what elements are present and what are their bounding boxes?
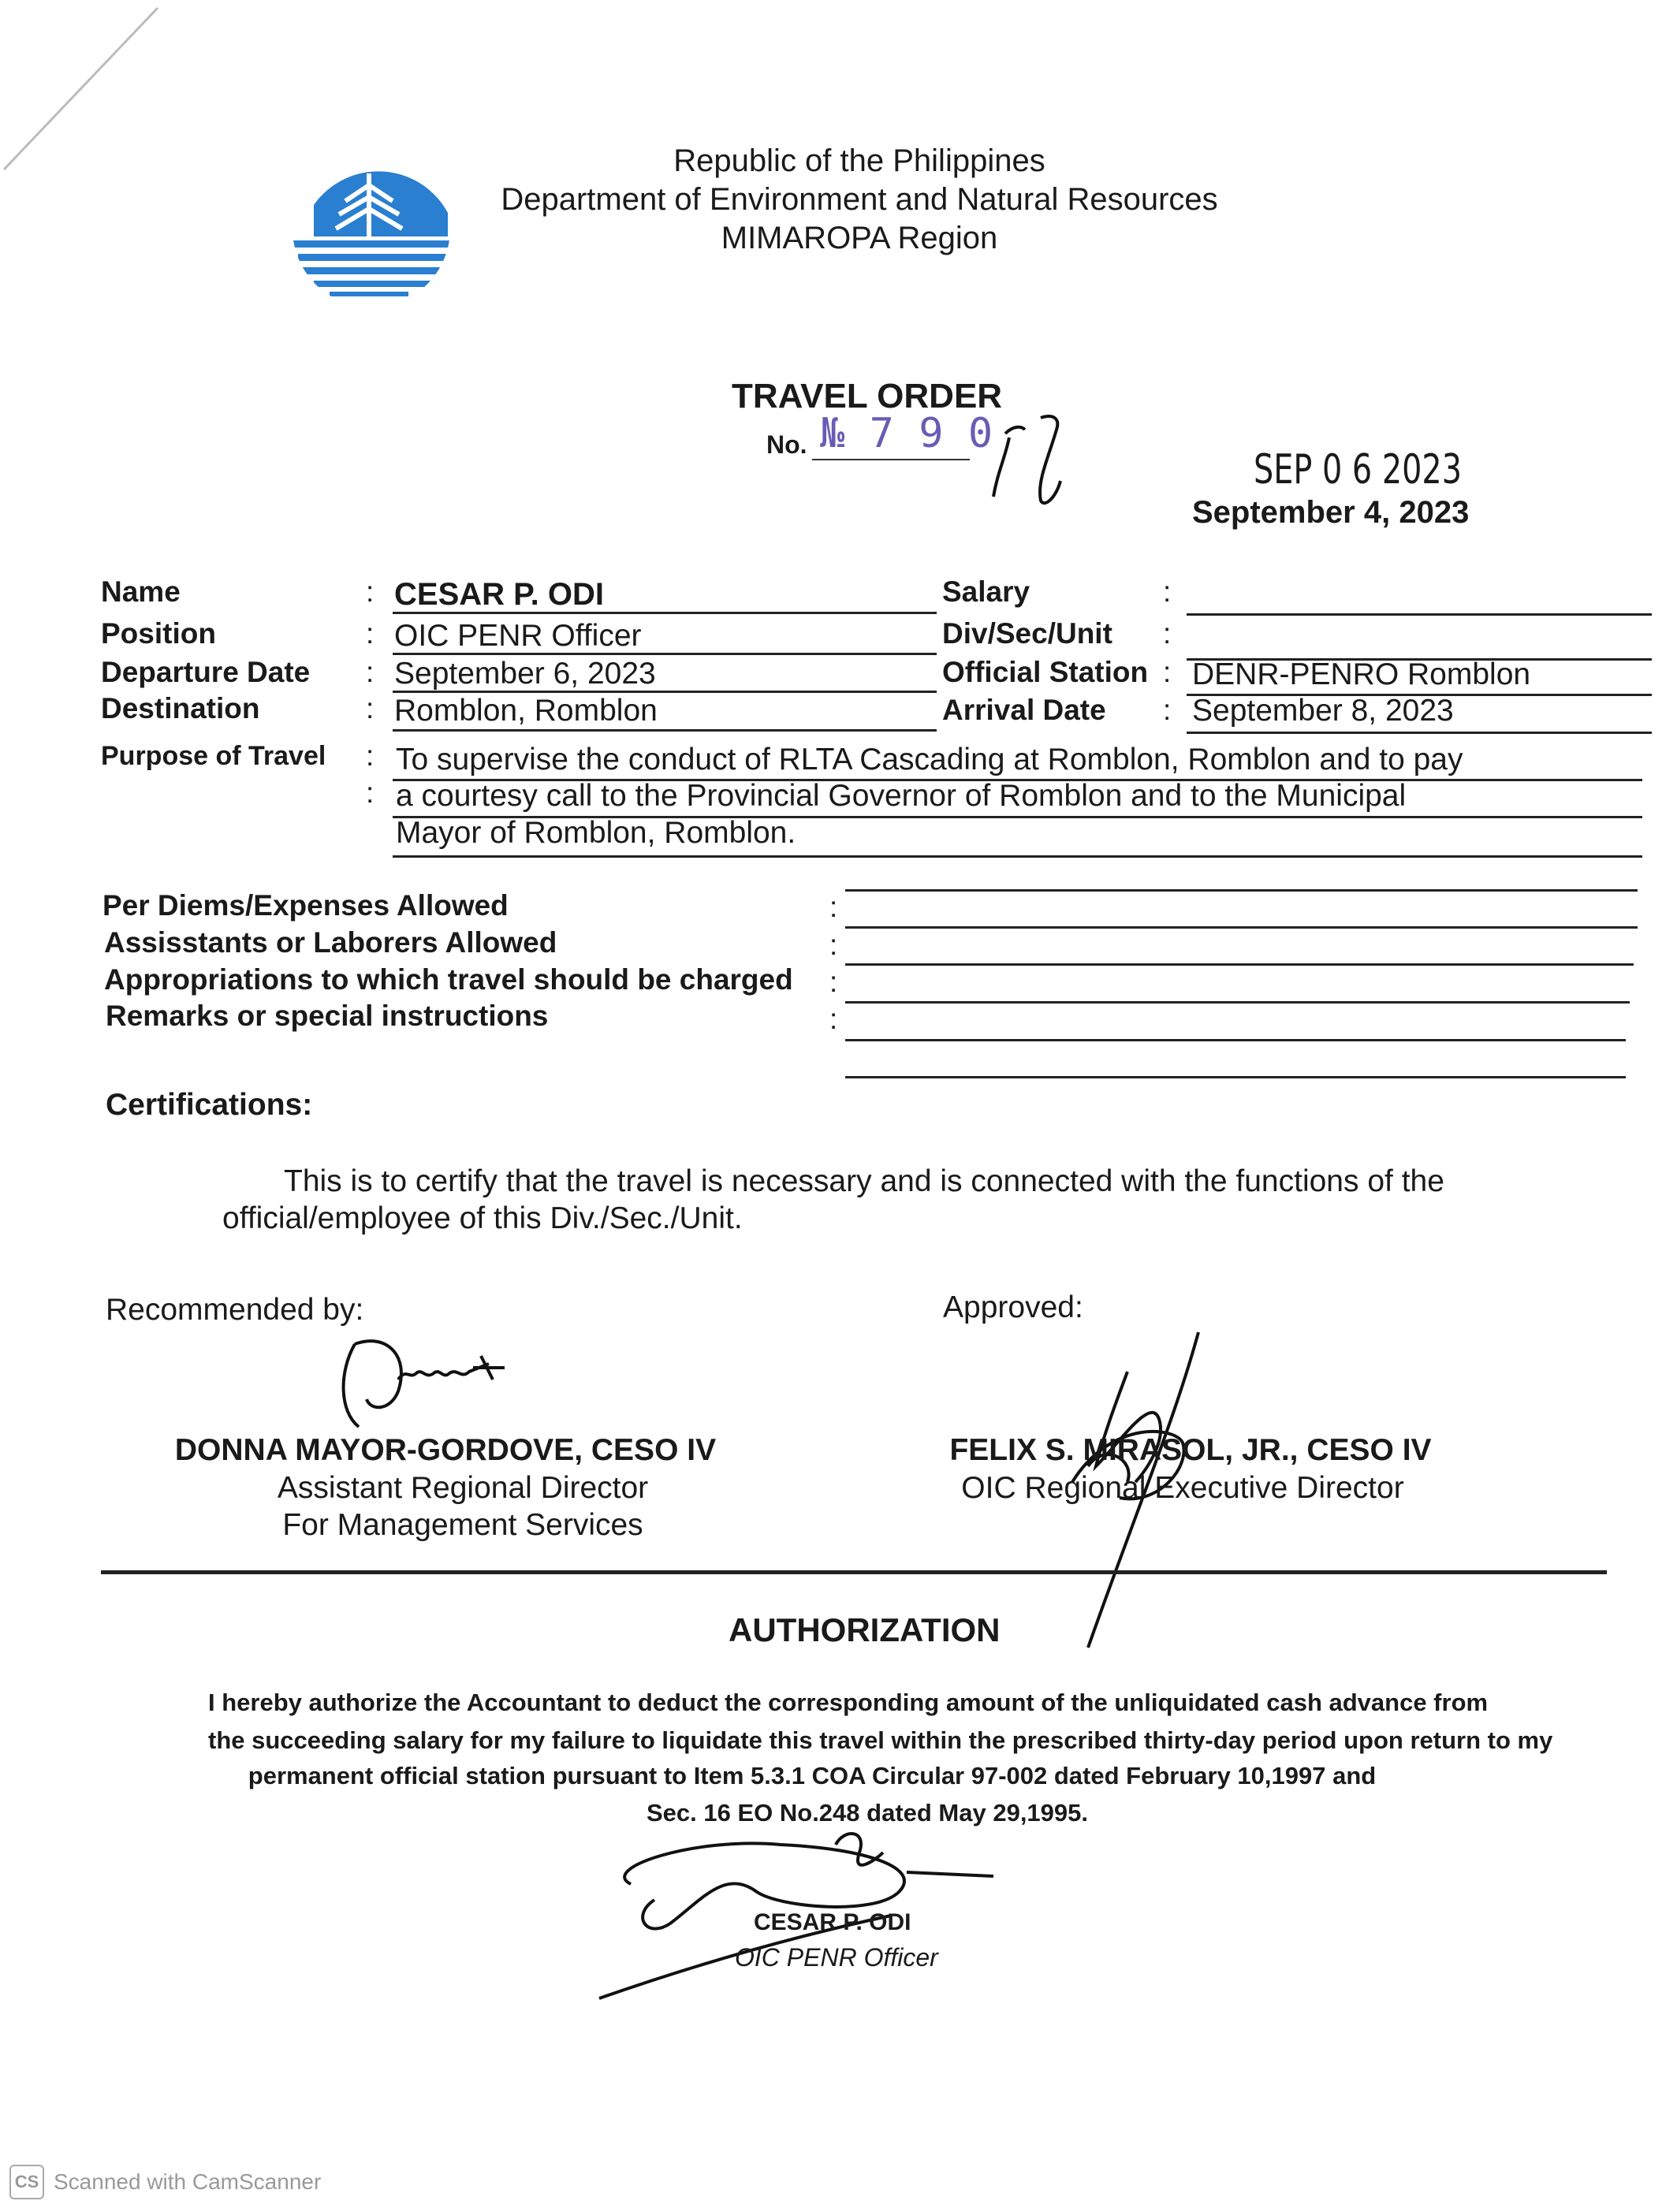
name-underline — [393, 612, 937, 614]
assistants-label: Assisstants or Laborers Allowed — [104, 926, 557, 959]
order-date: September 4, 2023 — [1192, 495, 1470, 530]
initial-signature — [982, 410, 1076, 512]
camscanner-watermark: Scanned with CamScanner — [54, 2169, 322, 2194]
received-date-stamp: SEP 0 6 2023 — [1254, 446, 1462, 493]
authorization-heading: AUTHORIZATION — [729, 1611, 1001, 1648]
purpose-line-2: a courtesy call to the Provincial Governor of Romblon and to the Municipal — [396, 779, 1407, 813]
colon: : — [366, 692, 375, 724]
appropriations-label: Appropriations to which travel should be charged — [104, 963, 793, 996]
traveler-title: OIC PENR Officer — [735, 1943, 938, 1972]
allowance-line-6 — [845, 1076, 1626, 1078]
colon: : — [1163, 656, 1172, 688]
colon: : — [829, 1003, 838, 1035]
purpose-underline-3 — [393, 855, 1642, 858]
order-no-stamp: № 7 9 0 — [820, 410, 993, 457]
authorization-line-4: Sec. 16 EO No.248 dated May 29,1995. — [646, 1799, 1089, 1827]
purpose-line-1: To supervise the conduct of RLTA Cascading at Romblon, Romblon and to pay — [396, 743, 1463, 776]
arrival-label: Arrival Date — [942, 694, 1106, 726]
name-value: CESAR P. ODI — [394, 577, 604, 612]
certification-line-2: official/employee of this Div./Sec./Unit. — [222, 1201, 743, 1235]
arrival-value: September 8, 2023 — [1192, 694, 1454, 728]
position-label: Position — [101, 617, 216, 650]
purpose-line-3: Mayor of Romblon, Romblon. — [396, 816, 796, 850]
travel-order-title: TRAVEL ORDER — [732, 377, 1003, 415]
allowance-line-3 — [845, 963, 1634, 966]
approver-name: FELIX S. MIRASOL, JR., CESO IV — [949, 1433, 1432, 1467]
position-underline — [393, 653, 937, 655]
allowance-line-5 — [845, 1039, 1626, 1041]
per-diems-label: Per Diems/Expenses Allowed — [102, 889, 509, 922]
departure-underline — [393, 691, 937, 693]
name-label: Name — [101, 575, 181, 608]
recommender-title-2: For Management Services — [282, 1508, 643, 1542]
allowance-line-4 — [845, 1001, 1630, 1004]
section-divider — [101, 1570, 1607, 1574]
denr-logo-icon — [290, 158, 453, 300]
recommended-label: Recommended by: — [106, 1293, 364, 1327]
salary-underline — [1187, 613, 1652, 616]
order-no-label: No. — [766, 430, 807, 459]
header-republic: Republic of the Philippines — [673, 143, 1045, 178]
order-no-underline — [812, 459, 970, 460]
station-value: DENR-PENRO Romblon — [1192, 657, 1531, 691]
certification-line-1: This is to certify that the travel is necessary and is connected with the functions of the — [284, 1164, 1444, 1198]
recommender-name: DONNA MAYOR-GORDOVE, CESO IV — [174, 1433, 717, 1467]
remarks-label: Remarks or special instructions — [106, 1000, 549, 1032]
colon: : — [1163, 617, 1172, 650]
position-value: OIC PENR Officer — [394, 619, 642, 653]
authorization-line-1: I hereby authorize the Accountant to deduct the corresponding amount of the unliquidated cash advance from — [208, 1689, 1489, 1716]
destination-underline — [393, 729, 937, 732]
authorization-line-3: permanent official station pursuant to Item 5.3.1 COA Circular 97-002 dated February 10,1997 and — [248, 1762, 1377, 1789]
destination-value: Romblon, Romblon — [394, 694, 658, 728]
colon: : — [829, 966, 838, 998]
divsec-label: Div/Sec/Unit — [942, 617, 1112, 650]
colon: : — [366, 575, 375, 608]
departure-label: Departure Date — [101, 656, 311, 688]
colon: : — [366, 776, 375, 809]
traveler-name: CESAR P. ODI — [754, 1909, 911, 1935]
destination-label: Destination — [101, 692, 260, 724]
recommender-title-1: Assistant Regional Director — [277, 1471, 649, 1505]
header-department: Department of Environment and Natural Resources — [501, 182, 1218, 217]
station-label: Official Station — [942, 656, 1149, 688]
colon: : — [366, 656, 375, 688]
salary-label: Salary — [942, 575, 1030, 608]
authorization-line-2: the succeeding salary for my failure to liquidate this travel within the prescribed thirty-day period upon return to my — [208, 1726, 1553, 1754]
header-region: MIMAROPA Region — [721, 221, 998, 255]
camscanner-icon: CS — [9, 2165, 44, 2199]
allowance-line-1 — [845, 889, 1638, 892]
allowance-line-2 — [845, 926, 1638, 929]
colon: : — [366, 739, 375, 772]
departure-value: September 6, 2023 — [394, 657, 656, 691]
colon: : — [1163, 575, 1172, 608]
purpose-label: Purpose of Travel — [101, 741, 326, 771]
colon: : — [829, 891, 838, 923]
approver-title: OIC Regional Executive Director — [961, 1471, 1404, 1505]
colon: : — [1163, 694, 1172, 726]
recommender-signature — [323, 1324, 528, 1435]
corner-fold-mark — [0, 0, 173, 181]
colon: : — [366, 617, 375, 650]
arrival-underline — [1187, 732, 1652, 734]
approved-label: Approved: — [943, 1290, 1083, 1324]
colon: : — [829, 929, 838, 961]
certifications-heading: Certifications: — [106, 1088, 313, 1122]
